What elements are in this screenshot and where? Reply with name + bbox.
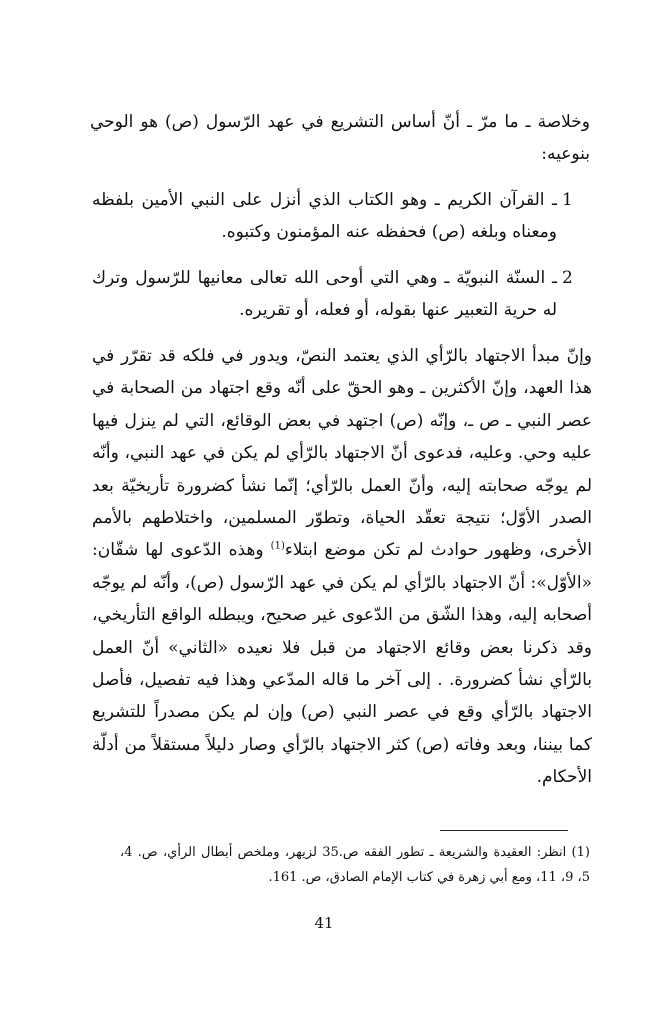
list-item-number: 1 [562, 190, 573, 210]
footnote-marker: (1) [270, 540, 285, 552]
main-text-part-1: وإنّ مبدأ الاجتهاد بالرّأي الذي يعتمد النصّ، ويدور في فلكه قد تقرّر في هذا العهد، وإنّ الأكثرين ـ وهو الحقّ على أنّه وقع اجتهاد من الصحابة في عصر النبي ـ ص ـ، وإنّه (ص) اجتهد في بعض الوقائع، التي لم ينزل فيها عليه وحي. وعليه، فدعوى أنّ الاجتهاد بالرّأي لم يكن في عهد النبي، وأنّه لم يوجّه صحابته إليه، وأنّ العمل بالرّأي؛ إنّما نشأ كضرورة تأريخيّة بعد الصدر الأوّل؛ نتيجة تعقّد الحياة، وتطوّر المسلمين، واختلاطهم بالأمم الأخرى، وظهور حوادث لم تكن موضع ابتلاء [92, 346, 593, 561]
footnote-text: (1) انظر: العقيدة والشريعة ـ تطور الفقه ص.35 لزيهر، وملخص أبطال الرأي، ص. 4، 5، 9، 11، ومع أبي زهرة في كتاب الإمام الصادق، ص. 161. [120, 845, 590, 885]
list-item-number: 2 [562, 268, 573, 288]
intro-paragraph: وخلاصة ـ ما مرّ ـ أنّ أساس التشريع في عهد الرّسول (ص) هو الوحي بنوعيه: [90, 112, 590, 164]
list-item-text: ـ السنّة النبويّة ـ وهي التي أوحى الله تعالى معانيها للرّسول وترك له حرية التعبير عنها بقوله، أو فعله، أو تقريره. [92, 268, 557, 320]
list-item-text: ـ القرآن الكريم ـ وهو الكتاب الذي أنزل على النبي الأمين بلفظه ومعناه وبلغه (ص) فحفظه عنه المؤمنون وكتبوه. [92, 190, 557, 242]
footnote-divider [440, 830, 568, 831]
main-paragraph [92, 340, 592, 794]
main-text-part-2: وهذه الدّعوى لها شقّان: «الأوّل»: أنّ الاجتهاد بالرّأي لم يكن في عهد الرّسول (ص)، وأنّه لم يوجّه أصحابه إليه، وهذا الشّق من الدّعوى غير صحيح، ويبطله الواقع التأريخي، وقد ذكرنا بعض وقائع الاجتهاد من قبل فلا نعيده «الثاني» أنّ العمل بالرّأي نشأ كضرورة. . إلى آخر ما قاله المدّعي وهذا فيه تفصيل، فأصل الاجتهاد بالرّأي وقع في عصر النبي (ص) وإن لم يكن مصدراً للتشريع كما بيننا، وبعد وفاته (ص) كثر الاجتهاد بالرّأي وصار دليلاً مستقلاً من أدلّة الأحكام. [92, 540, 592, 788]
page-number: 41 [314, 914, 334, 932]
